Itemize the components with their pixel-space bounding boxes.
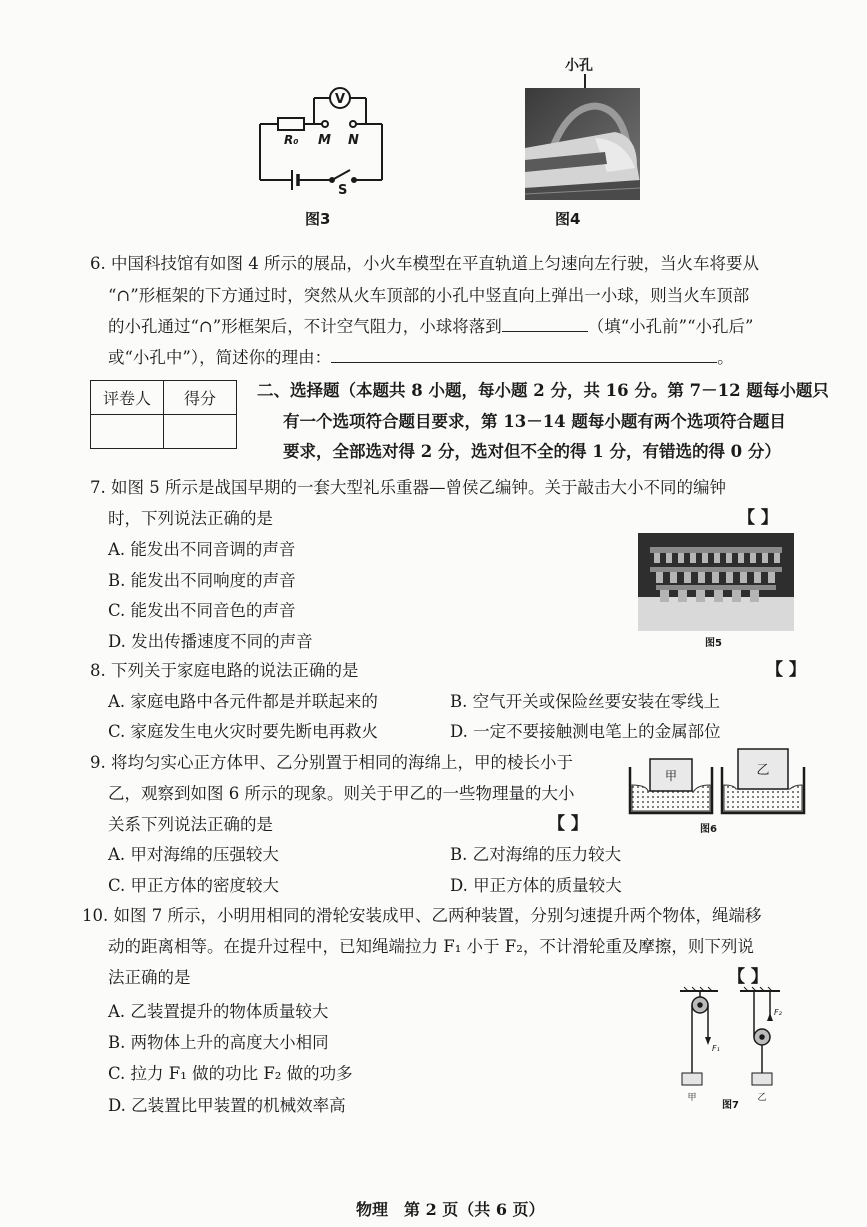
figure-7-caption: 图7 (722, 1100, 739, 1111)
score-table (90, 380, 237, 449)
question-7-option-d[interactable]: D. 发出传播速度不同的声音 (108, 632, 313, 651)
section-2-line-3: 要求，全部选对得 2 分，选对但不全的得 1 分，有错选的得 0 分） (283, 442, 781, 461)
grader-header: 评卷人 (91, 381, 164, 415)
figure-3-circuit-diagram (250, 80, 400, 195)
figure-4-train-photo (525, 88, 640, 200)
section-2-line-1: 二、选择题（本题共 8 小题，每小题 2 分，共 16 分。第 7－12 题每小题只 (257, 381, 829, 400)
setup-b-label: 乙 (757, 1093, 767, 1103)
question-10-option-c[interactable]: C. 拉力 F₁ 做的功比 F₂ 做的功多 (108, 1064, 353, 1083)
question-9-line-3: 关系下列说法正确的是 (108, 815, 273, 834)
question-7-line-1: 7. 如图 5 所示是战国早期的一套大型礼乐重器—曾侯乙编钟。关于敲击大小不同的编钟 (90, 478, 726, 497)
switch-label: S (338, 183, 348, 195)
answer-blank-1[interactable] (502, 317, 588, 332)
setup-a-label: 甲 (687, 1093, 697, 1103)
force-2-label: F₂ (774, 1008, 782, 1017)
question-6-line-1: 6. 中国科技馆有如图 4 所示的展品，小火车模型在平直轨道上匀速向左行驶，当火车将要从 (90, 254, 759, 273)
question-9-option-d[interactable]: D. 甲正方体的质量较大 (450, 876, 622, 895)
score-header: 得分 (164, 381, 237, 415)
figure-5-bells-photo (638, 533, 794, 631)
question-7-line-2: 时，下列说法正确的是 (108, 509, 273, 528)
figure-6-sponge-diagram (626, 745, 808, 817)
question-8-option-d[interactable]: D. 一定不要接触测电笔上的金属部位 (450, 722, 721, 741)
question-10-line-1: 10. 如图 7 所示，小明用相同的滑轮安装成甲、乙两种装置，分别匀速提升两个物体，绳端移 (82, 906, 762, 925)
question-8-option-b[interactable]: B. 空气开关或保险丝要安装在零线上 (450, 692, 721, 711)
question-9-option-b[interactable]: B. 乙对海绵的压力较大 (450, 845, 622, 864)
force-1-label: F₁ (712, 1044, 720, 1053)
question-6-line-2: “∩”形框架的下方通过时，突然从火车顶部的小孔中竖直向上弹出一小球，则当火车顶部 (108, 286, 750, 305)
resistor-label: R₀ (284, 133, 299, 147)
page-footer: 物理 第 2 页（共 6 页） (356, 1200, 545, 1219)
question-6-line-4: 或“小孔中”），简述你的理由： (108, 348, 332, 367)
figure-4-caption: 图4 (555, 210, 581, 228)
question-9-line-1: 9. 将均匀实心正方体甲、乙分别置于相同的海绵上，甲的棱长小于 (90, 753, 573, 772)
question-7-option-b[interactable]: B. 能发出不同响度的声音 (108, 571, 296, 590)
question-10-option-d[interactable]: D. 乙装置比甲装置的机械效率高 (108, 1096, 346, 1115)
figure-6-caption: 图6 (700, 824, 717, 835)
figure-5-caption: 图5 (705, 638, 722, 649)
question-10-answer-bracket[interactable]: 【 】 (728, 967, 768, 987)
question-10-line-2: 动的距离相等。在提升过程中，已知绳端拉力 F₁ 小于 F₂，不计滑轮重及摩擦，则下列说 (108, 937, 754, 956)
score-cell[interactable] (164, 415, 237, 449)
terminal-n-label: N (348, 133, 359, 148)
question-9-option-a[interactable]: A. 甲对海绵的压强较大 (108, 845, 279, 864)
figure-7-pulley-diagram (676, 985, 796, 1109)
question-7-option-c[interactable]: C. 能发出不同音色的声音 (108, 601, 296, 620)
question-8-option-a[interactable]: A. 家庭电路中各元件都是并联起来的 (108, 692, 378, 711)
question-7-answer-bracket[interactable]: 【 】 (738, 508, 778, 528)
voltmeter-label: V (334, 92, 346, 107)
question-10-option-b[interactable]: B. 两物体上升的高度大小相同 (108, 1033, 329, 1052)
question-8-stem: 8. 下列关于家庭电路的说法正确的是 (90, 661, 359, 680)
section-2-line-2: 有一个选项符合题目要求，第 13－14 题每小题有两个选项符合题目 (283, 412, 786, 431)
question-9-line-2: 乙，观察到如图 6 所示的现象。则关于甲乙的一些物理量的大小 (108, 784, 575, 803)
question-6-line-3-tail: （填“小孔前”“小孔后” (587, 317, 754, 336)
question-10-option-a[interactable]: A. 乙装置提升的物体质量较大 (108, 1002, 329, 1021)
question-6-period: 。 (717, 348, 734, 367)
hole-label: 小孔 (565, 58, 593, 74)
question-8-option-c[interactable]: C. 家庭发生电火灾时要先断电再救火 (108, 722, 379, 741)
question-9-answer-bracket[interactable]: 【 】 (548, 814, 588, 834)
question-6-line-3: 的小孔通过“∩”形框架后，不计空气阻力，小球将落到 (108, 317, 502, 336)
block-b-label: 乙 (756, 763, 770, 778)
block-a-label: 甲 (664, 769, 678, 783)
question-8-answer-bracket[interactable]: 【 】 (766, 660, 806, 680)
question-10-line-3: 法正确的是 (108, 968, 191, 987)
grader-cell[interactable] (91, 415, 164, 449)
answer-blank-2[interactable] (331, 348, 717, 363)
terminal-m-label: M (318, 133, 331, 148)
question-7-option-a[interactable]: A. 能发出不同音调的声音 (108, 540, 296, 559)
question-9-option-c[interactable]: C. 甲正方体的密度较大 (108, 876, 280, 895)
figure-3-caption: 图3 (305, 210, 331, 228)
